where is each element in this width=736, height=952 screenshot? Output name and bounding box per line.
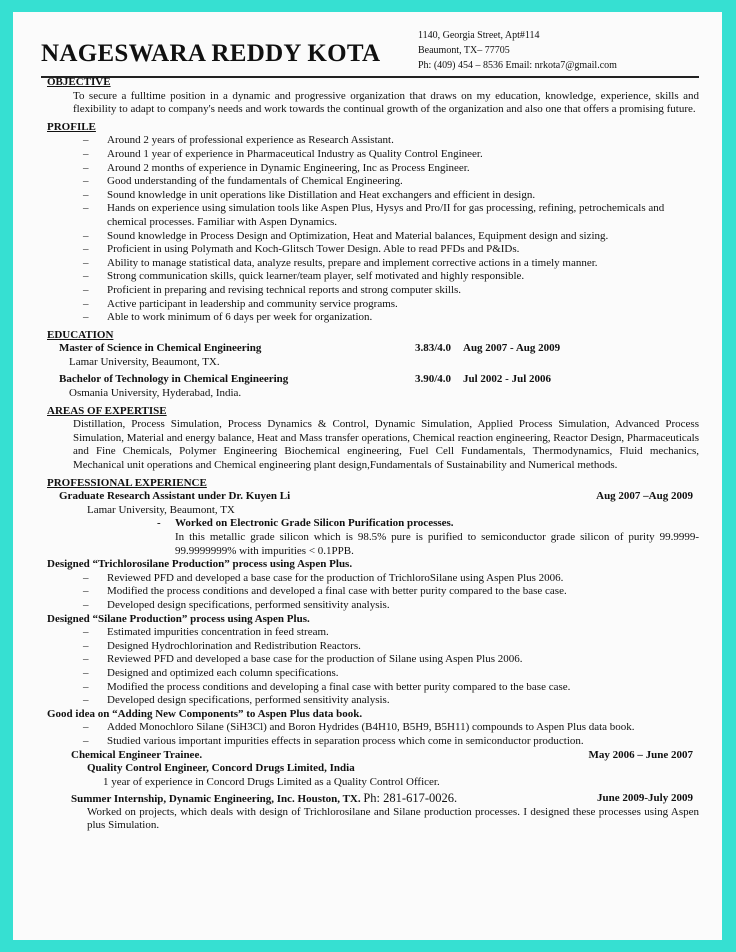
profile-item: – Ability to manage statistical data, analyze results, prepare and implement corrective actions in a timely manner. — [47, 257, 699, 271]
project-item: – Reviewed PFD and developed a base case for the production of Silane using Aspen Plus 2006. — [47, 653, 699, 667]
project-title: Designed “Silane Production” process using Aspen Plus. — [47, 612, 310, 625]
project-item: – Added Monochloro Silane (SiH3Cl) and Boron Hydrides (B4H10, B5H9, B5H11) compounds to Aspen Plus data book. — [47, 721, 699, 735]
intern-row — [47, 792, 699, 806]
education-dates: Aug 2007 - Aug 2009 — [463, 342, 561, 355]
intern-title: Summer Internship, Dynamic Engineering, Inc. Houston, TX. — [71, 793, 361, 806]
project-item: – Developed design specifications, performed sensitivity analysis. — [47, 599, 699, 613]
intern-dates: June 2009-July 2009 — [597, 792, 693, 805]
profile-list — [47, 134, 699, 324]
profile-item: – Active participant in leadership and community service programs. — [47, 298, 699, 312]
expertise-text: Distillation, Process Simulation, Process Dynamics & Control, Dynamic Simulation, Applied Process Simulation, Advanced Process Simulation, Material and energy balance, Heat and Mass transfer operations, Chemical reaction engineering, Reactor Design, Pharmaceuticals and Fine Chemicals, Polymer Engineering Biochemical engineering, Fuel Cell Fundamentals, Thermodynamics, Fluid mechanics, Mechanical unit operations and Chemical engineering plant design,Fundamentals of Sustainability and Numerical methods. — [73, 418, 699, 472]
profile-item: – Around 2 months of experience in Dynamic Engineering, Inc as Process Engineer. — [47, 162, 699, 176]
gra-project: - Worked on Electronic Grade Silicon Purification processes. — [47, 517, 699, 531]
address-line-1: 1140, Georgia Street, Apt#114 — [418, 30, 540, 41]
gra-project-desc: In this metallic grade silicon which is 98.5% pure is purified to semiconductor grade silicon of purity 99.9999-99.9999999% with impurities < 0.1PPB. — [175, 531, 699, 557]
expertise-heading: AREAS OF EXPERTISE — [47, 404, 167, 417]
project-item: – Modified the process conditions and developed a final case with better purity compared to the base case. — [47, 585, 699, 599]
trainee-title: Chemical Engineer Trainee. — [71, 748, 203, 761]
gpa: 3.90/4.0 — [415, 373, 452, 386]
experience-heading: PROFESSIONAL EXPERIENCE — [47, 476, 207, 489]
qc-desc: 1 year of experience in Concord Drugs Limited as a Quality Control Officer. — [103, 775, 440, 788]
degree: Master of Science in Chemical Engineering — [59, 342, 262, 355]
profile-item: – Hands on experience using simulation tools like Aspen Plus, Hysys and Pro/II for gas processing, refining, petrochemicals and chemical processes. Familiar with Aspen Dynamics. — [47, 202, 699, 229]
address-line-2: Beaumont, TX– 77705 — [418, 45, 510, 56]
profile-item: – Around 1 year of experience in Pharmaceutical Industry as Quality Control Engineer. — [47, 148, 699, 162]
intern-phone: Ph: 281-617-0026. — [363, 791, 458, 806]
qc-title: Quality Control Engineer, Concord Drugs Limited, India — [87, 762, 355, 775]
gra-location: Lamar University, Beaumont, TX — [87, 503, 235, 516]
candidate-name: NAGESWARA REDDY KOTA — [41, 40, 381, 67]
school: Osmania University, Hyderabad, India. — [69, 387, 242, 400]
project-list — [47, 721, 699, 748]
gra-title: Graduate Research Assistant under Dr. Kuyen Li — [59, 490, 291, 503]
education-entry — [47, 342, 699, 356]
education-entry — [47, 373, 699, 387]
gpa: 3.83/4.0 — [415, 342, 452, 355]
project-item: – Reviewed PFD and developed a base case for the production of TrichloroSilane using Aspen Plus 2006. — [47, 572, 699, 586]
profile-item: – Able to work minimum of 6 days per week for organization. — [47, 311, 699, 325]
school: Lamar University, Beaumont, TX. — [69, 355, 220, 368]
project-item: – Designed Hydrochlorination and Redistribution Reactors. — [47, 640, 699, 654]
contact-block — [418, 28, 617, 73]
resume-page — [13, 12, 722, 940]
profile-item: – Around 2 years of professional experience as Research Assistant. — [47, 134, 699, 148]
profile-item: – Proficient in using Polymath and Koch-Glitsch Tower Design. Able to read PFDs and P&IDs. — [47, 243, 699, 257]
intern-desc: Worked on projects, which deals with design of Trichlorosilane and Silane production processes. I designed these processes using Aspen plus Simulation. — [87, 805, 699, 832]
education-heading: EDUCATION — [47, 328, 114, 341]
profile-item: – Proficient in preparing and revising technical reports and strong computer skills. — [47, 284, 699, 298]
profile-heading: PROFILE — [47, 120, 96, 133]
project-item: – Designed and optimized each column specifications. — [47, 667, 699, 681]
project-list — [47, 572, 699, 613]
project-title: Designed “Trichlorosilane Production” process using Aspen Plus. — [47, 558, 353, 571]
project-title: Good idea on “Adding New Components” to Aspen Plus data book. — [47, 707, 363, 720]
project-item: – Developed design specifications, performed sensitivity analysis. — [47, 694, 699, 708]
gra-dates: Aug 2007 –Aug 2009 — [596, 490, 693, 503]
objective-heading: OBJECTIVE — [47, 76, 111, 88]
profile-item: – Good understanding of the fundamentals of Chemical Engineering. — [47, 175, 699, 189]
resume-body — [47, 76, 699, 833]
trainee-dates: May 2006 – June 2007 — [588, 748, 693, 761]
profile-item: – Strong communication skills, quick learner/team player, self motivated and highly responsible. — [47, 270, 699, 284]
trainee-row — [47, 749, 699, 763]
profile-item: – Sound knowledge in Process Design and Optimization, Heat and Material balances, Equipment design and sizing. — [47, 230, 699, 244]
objective-text: To secure a fulltime position in a dynamic and progressive organization that draws on my education, knowledge, experience, skills and flexibility to adapt to company's needs and work towards the continual growth of the organization and also one that offers a promising future. — [73, 89, 699, 116]
intern-heading — [71, 792, 457, 807]
phone-email: Ph: (409) 454 – 8536 Email: nrkota7@gmail.com — [418, 60, 617, 71]
project-list — [47, 626, 699, 708]
project-item: – Modified the process conditions and developing a final case with better purity compared to the base case. — [47, 681, 699, 695]
project-item: – Estimated impurities concentration in feed stream. — [47, 626, 699, 640]
degree: Bachelor of Technology in Chemical Engineering — [59, 373, 289, 386]
profile-item: – Sound knowledge in unit operations like Distillation and Heat exchangers and efficient in design. — [47, 189, 699, 203]
project-item: – Studied various important impurities effects in separation process which come in semiconductor production. — [47, 735, 699, 749]
education-dates: Jul 2002 - Jul 2006 — [463, 373, 552, 386]
gra-row — [47, 490, 699, 504]
